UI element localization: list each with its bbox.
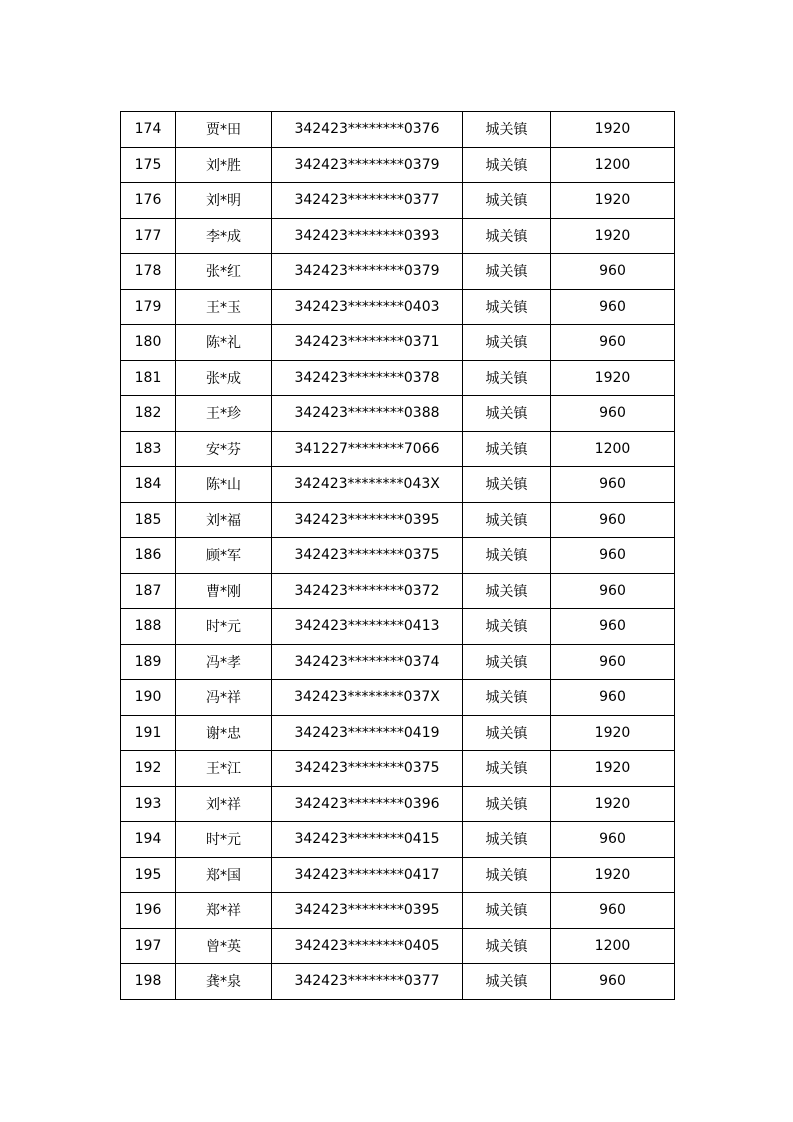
town-cell: 城关镇 (463, 680, 551, 716)
town-cell: 城关镇 (463, 644, 551, 680)
table-row (121, 431, 675, 467)
amount-cell: 960 (551, 964, 675, 1000)
row-number-cell: 176 (121, 183, 176, 219)
name-cell: 安*芬 (176, 431, 272, 467)
town-cell: 城关镇 (463, 893, 551, 929)
row-number-cell: 195 (121, 857, 176, 893)
data-table (120, 111, 675, 1000)
town-cell: 城关镇 (463, 467, 551, 503)
amount-cell: 960 (551, 893, 675, 929)
table-row (121, 857, 675, 893)
amount-cell: 960 (551, 325, 675, 361)
id-number-cell: 342423********0379 (272, 147, 463, 183)
table-row (121, 112, 675, 148)
amount-cell: 960 (551, 609, 675, 645)
row-number-cell: 184 (121, 467, 176, 503)
id-number-cell: 342423********0393 (272, 218, 463, 254)
name-cell: 郑*国 (176, 857, 272, 893)
town-cell: 城关镇 (463, 218, 551, 254)
row-number-cell: 174 (121, 112, 176, 148)
id-number-cell: 342423********0376 (272, 112, 463, 148)
row-number-cell: 175 (121, 147, 176, 183)
row-number-cell: 177 (121, 218, 176, 254)
table-row (121, 360, 675, 396)
id-number-cell: 342423********0379 (272, 254, 463, 290)
amount-cell: 1920 (551, 218, 675, 254)
town-cell: 城关镇 (463, 502, 551, 538)
name-cell: 王*玉 (176, 289, 272, 325)
id-number-cell: 342423********0419 (272, 715, 463, 751)
row-number-cell: 190 (121, 680, 176, 716)
table-body (121, 112, 675, 1000)
id-number-cell: 342423********0377 (272, 964, 463, 1000)
town-cell: 城关镇 (463, 751, 551, 787)
town-cell: 城关镇 (463, 325, 551, 361)
name-cell: 李*成 (176, 218, 272, 254)
name-cell: 郑*祥 (176, 893, 272, 929)
town-cell: 城关镇 (463, 857, 551, 893)
id-number-cell: 342423********0395 (272, 893, 463, 929)
table-row (121, 254, 675, 290)
town-cell: 城关镇 (463, 183, 551, 219)
amount-cell: 960 (551, 680, 675, 716)
table-row (121, 964, 675, 1000)
row-number-cell: 186 (121, 538, 176, 574)
name-cell: 龚*泉 (176, 964, 272, 1000)
row-number-cell: 178 (121, 254, 176, 290)
amount-cell: 1920 (551, 786, 675, 822)
table-row (121, 609, 675, 645)
table-row (121, 893, 675, 929)
id-number-cell: 342423********0375 (272, 751, 463, 787)
row-number-cell: 182 (121, 396, 176, 432)
amount-cell: 1200 (551, 431, 675, 467)
table-row (121, 396, 675, 432)
id-number-cell: 342423********0372 (272, 573, 463, 609)
name-cell: 张*红 (176, 254, 272, 290)
name-cell: 刘*福 (176, 502, 272, 538)
table-row (121, 147, 675, 183)
town-cell: 城关镇 (463, 431, 551, 467)
name-cell: 谢*忠 (176, 715, 272, 751)
row-number-cell: 193 (121, 786, 176, 822)
id-number-cell: 342423********0378 (272, 360, 463, 396)
id-number-cell: 342423********037X (272, 680, 463, 716)
row-number-cell: 179 (121, 289, 176, 325)
row-number-cell: 180 (121, 325, 176, 361)
amount-cell: 960 (551, 573, 675, 609)
name-cell: 曾*英 (176, 928, 272, 964)
amount-cell: 960 (551, 396, 675, 432)
amount-cell: 1920 (551, 112, 675, 148)
id-number-cell: 342423********0417 (272, 857, 463, 893)
row-number-cell: 192 (121, 751, 176, 787)
table-row (121, 928, 675, 964)
town-cell: 城关镇 (463, 289, 551, 325)
table-row (121, 183, 675, 219)
table-row (121, 680, 675, 716)
amount-cell: 960 (551, 254, 675, 290)
amount-cell: 1920 (551, 360, 675, 396)
amount-cell: 960 (551, 644, 675, 680)
amount-cell: 1920 (551, 183, 675, 219)
amount-cell: 960 (551, 822, 675, 858)
amount-cell: 1920 (551, 857, 675, 893)
table-row (121, 538, 675, 574)
name-cell: 时*元 (176, 822, 272, 858)
id-number-cell: 342423********0413 (272, 609, 463, 645)
town-cell: 城关镇 (463, 928, 551, 964)
amount-cell: 960 (551, 538, 675, 574)
row-number-cell: 196 (121, 893, 176, 929)
id-number-cell: 342423********0395 (272, 502, 463, 538)
name-cell: 冯*孝 (176, 644, 272, 680)
town-cell: 城关镇 (463, 396, 551, 432)
town-cell: 城关镇 (463, 112, 551, 148)
amount-cell: 1920 (551, 715, 675, 751)
row-number-cell: 188 (121, 609, 176, 645)
row-number-cell: 185 (121, 502, 176, 538)
amount-cell: 1200 (551, 928, 675, 964)
row-number-cell: 181 (121, 360, 176, 396)
table-row (121, 573, 675, 609)
town-cell: 城关镇 (463, 609, 551, 645)
id-number-cell: 342423********0374 (272, 644, 463, 680)
town-cell: 城关镇 (463, 254, 551, 290)
name-cell: 贾*田 (176, 112, 272, 148)
id-number-cell: 342423********0396 (272, 786, 463, 822)
id-number-cell: 342423********0388 (272, 396, 463, 432)
id-number-cell: 342423********0377 (272, 183, 463, 219)
town-cell: 城关镇 (463, 822, 551, 858)
row-number-cell: 197 (121, 928, 176, 964)
row-number-cell: 183 (121, 431, 176, 467)
name-cell: 曹*刚 (176, 573, 272, 609)
table-row (121, 786, 675, 822)
table-row (121, 467, 675, 503)
town-cell: 城关镇 (463, 715, 551, 751)
name-cell: 刘*胜 (176, 147, 272, 183)
town-cell: 城关镇 (463, 786, 551, 822)
name-cell: 陈*礼 (176, 325, 272, 361)
id-number-cell: 342423********0405 (272, 928, 463, 964)
amount-cell: 960 (551, 289, 675, 325)
name-cell: 张*成 (176, 360, 272, 396)
amount-cell: 1920 (551, 751, 675, 787)
id-number-cell: 342423********043X (272, 467, 463, 503)
name-cell: 顾*军 (176, 538, 272, 574)
name-cell: 王*珍 (176, 396, 272, 432)
table-row (121, 751, 675, 787)
amount-cell: 960 (551, 467, 675, 503)
table-row (121, 715, 675, 751)
row-number-cell: 194 (121, 822, 176, 858)
id-number-cell: 341227********7066 (272, 431, 463, 467)
table-row (121, 822, 675, 858)
town-cell: 城关镇 (463, 573, 551, 609)
town-cell: 城关镇 (463, 964, 551, 1000)
table-row (121, 325, 675, 361)
row-number-cell: 189 (121, 644, 176, 680)
name-cell: 冯*祥 (176, 680, 272, 716)
town-cell: 城关镇 (463, 538, 551, 574)
town-cell: 城关镇 (463, 360, 551, 396)
id-number-cell: 342423********0403 (272, 289, 463, 325)
table-row (121, 289, 675, 325)
table-row (121, 218, 675, 254)
id-number-cell: 342423********0375 (272, 538, 463, 574)
name-cell: 刘*明 (176, 183, 272, 219)
id-number-cell: 342423********0371 (272, 325, 463, 361)
row-number-cell: 187 (121, 573, 176, 609)
id-number-cell: 342423********0415 (272, 822, 463, 858)
name-cell: 王*江 (176, 751, 272, 787)
row-number-cell: 191 (121, 715, 176, 751)
table-row (121, 644, 675, 680)
amount-cell: 1200 (551, 147, 675, 183)
name-cell: 刘*祥 (176, 786, 272, 822)
town-cell: 城关镇 (463, 147, 551, 183)
amount-cell: 960 (551, 502, 675, 538)
name-cell: 陈*山 (176, 467, 272, 503)
table-row (121, 502, 675, 538)
row-number-cell: 198 (121, 964, 176, 1000)
name-cell: 时*元 (176, 609, 272, 645)
